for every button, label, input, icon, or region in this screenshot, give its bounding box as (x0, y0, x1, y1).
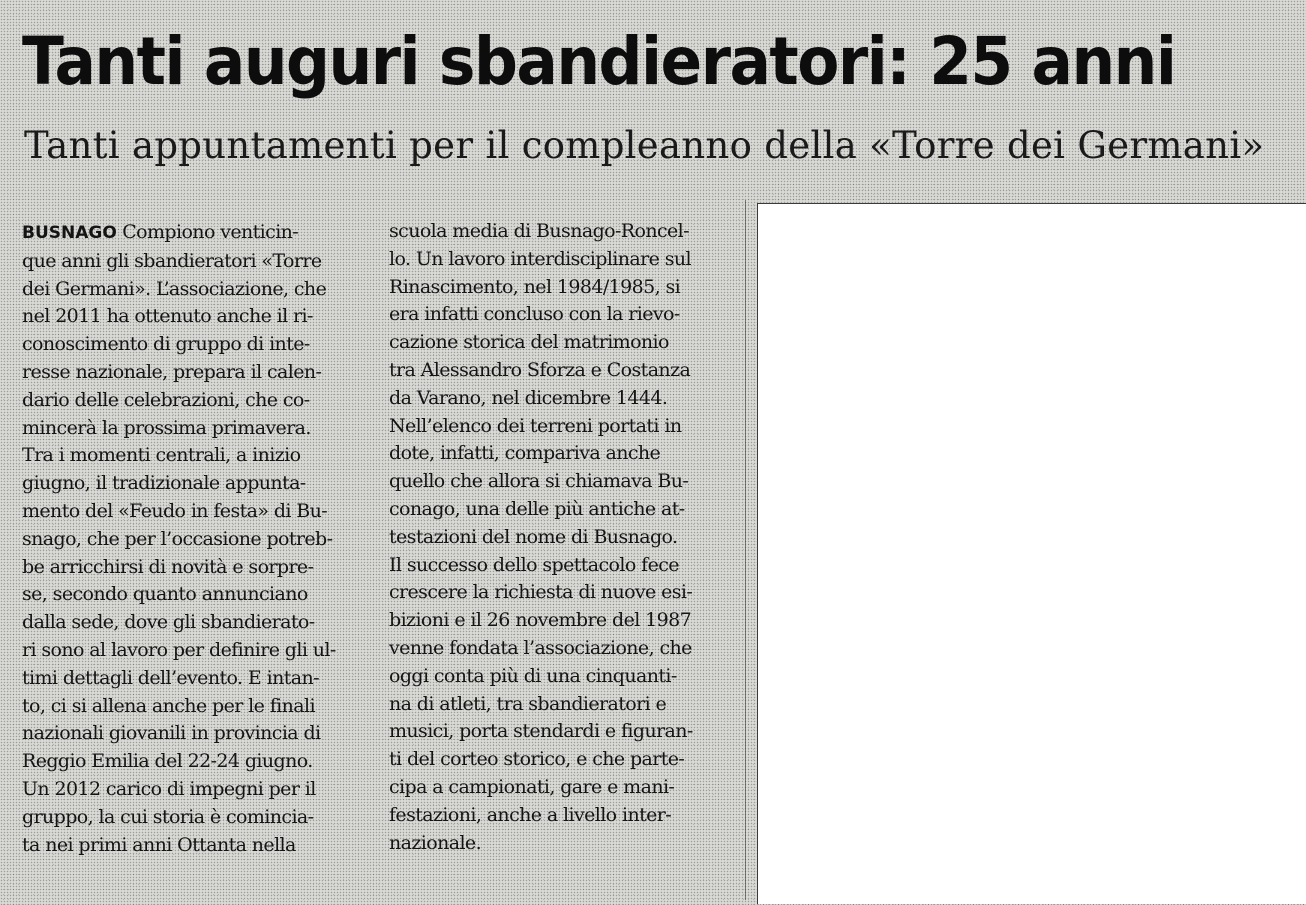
text-line: dote, infatti, compariva anche (389, 442, 661, 465)
text-line: scuola media di Busnago-Roncel- (389, 220, 689, 242)
article-column-left (22, 219, 367, 859)
text-line: musici, porta stendardi e figuran- (389, 720, 693, 743)
text-line: crescere la richiesta di nuove esi- (389, 581, 693, 604)
text-line: na di atleti, tra sbandieratori e (389, 692, 667, 715)
text-line: to, ci si allena anche per le finali (22, 694, 315, 717)
text-line: da Varano, nel dicembre 1444. (389, 386, 668, 409)
text-line: festazioni, anche a livello inter- (389, 803, 672, 826)
text-line: Il successo dello spettacolo fece (389, 553, 679, 576)
text-line: BUSNAGO Compiono venticin- (22, 221, 299, 243)
dateline: BUSNAGO (22, 223, 117, 243)
headline: Tanti auguri sbandieratori: 25 anni (22, 23, 1176, 100)
text-line: ri sono al lavoro per definire gli ul- (22, 638, 336, 661)
text-line: venne fondata l’associazione, che (389, 636, 692, 659)
column-divider (745, 200, 746, 900)
text-line: era infatti concluso con la rievo- (389, 303, 680, 326)
text-line: lo. Un lavoro interdisciplinare sul (389, 247, 691, 270)
text-line: conoscimento di gruppo di inte- (22, 333, 310, 356)
article-column-middle (389, 218, 734, 857)
text-line: cipa a campionati, gare e mani- (389, 775, 675, 798)
text-line: ta nei primi anni Ottanta nella (22, 833, 296, 856)
text-line: bizioni e il 26 novembre del 1987 (389, 609, 692, 632)
text-line: nazionali giovanili in provincia di (22, 722, 321, 745)
subtitle: Tanti appuntamenti per il compleanno della «Torre dei Germani» (24, 124, 1265, 167)
text-line: dalla sede, dove gli sbandierato- (22, 611, 315, 634)
text-line: mincerà la prossima primavera. (22, 416, 311, 439)
text-line: Un 2012 carico di impegni per il (22, 777, 316, 800)
text-line: quello che allora si chiamava Bu- (389, 470, 689, 493)
text-line: testazioni del nome di Busnago. (389, 525, 678, 548)
text-line: oggi conta più di una cinquanti- (389, 664, 677, 687)
text-line: dario delle celebrazioni, che co- (22, 388, 310, 411)
text-line: timi dettagli dell’evento. E intan- (22, 666, 319, 689)
text-line: mento del «Feudo in festa» di Bu- (22, 499, 328, 522)
text-line: tra Alessandro Sforza e Costanza (389, 358, 691, 381)
text-line: Reggio Emilia del 22-24 giugno. (22, 750, 313, 773)
text-line: Rinascimento, nel 1984/1985, si (389, 275, 681, 298)
text-line: gruppo, la cui storia è comincia- (22, 805, 314, 828)
text-line: Nell’elenco dei terreni portati in (389, 414, 682, 437)
text-line: Tra i momenti centrali, a inizio (22, 444, 301, 467)
text-line: giugno, il tradizionale appunta- (22, 472, 306, 495)
text-line: dei Germani». L’associazione, che (22, 277, 327, 300)
text-line: ti del corteo storico, e che parte- (389, 748, 685, 771)
text-line: se, secondo quanto annunciano (22, 583, 308, 606)
text-line: snago, che per l’occasione potreb- (22, 527, 333, 550)
text-line: conago, una delle più antiche at- (389, 497, 685, 520)
blank-panel (757, 203, 1306, 904)
text-line: que anni gli sbandieratori «Torre (22, 249, 322, 272)
text-line: resse nazionale, prepara il calen- (22, 360, 322, 383)
text-line: nazionale. (389, 831, 482, 854)
text-line: cazione storica del matrimonio (389, 331, 669, 354)
text-line: nel 2011 ha ottenuto anche il ri- (22, 305, 313, 328)
text-line: be arricchirsi di novità e sorpre- (22, 555, 314, 578)
